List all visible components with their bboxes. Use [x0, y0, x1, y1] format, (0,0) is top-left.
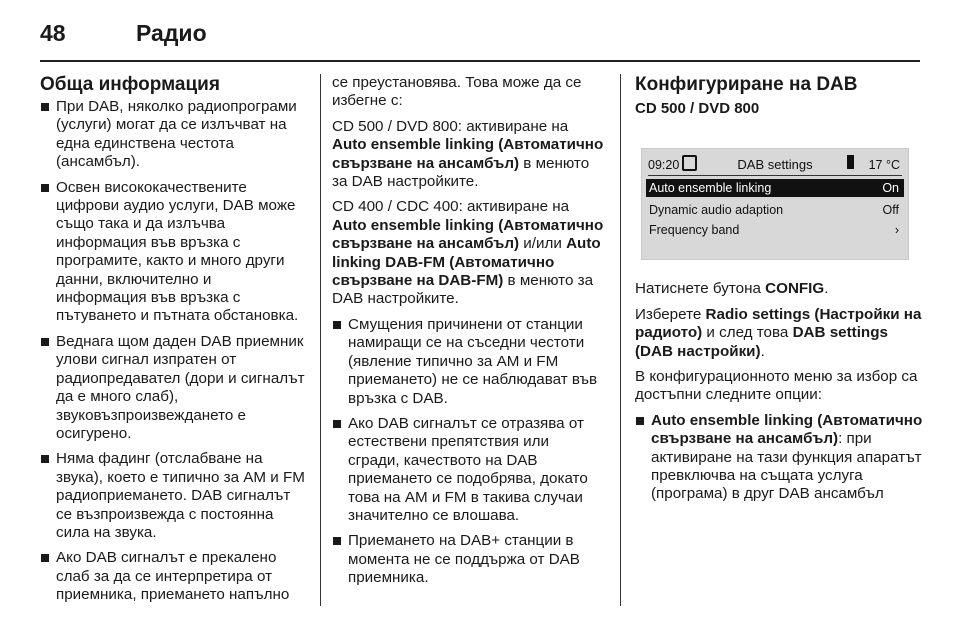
- column-2: [332, 74, 604, 595]
- screen-temperature: 17 °C: [868, 158, 900, 173]
- paragraph: CD 500 / DVD 800: активиране на Auto ensemble linking (Автоматично свързване на ансамбъл) в менюто за DAB настройките.: [332, 117, 604, 191]
- column-3: [635, 74, 925, 511]
- menu-option: DAB settings (DAB настройки): [635, 324, 888, 360]
- dab-config-heading: Конфигуриране на DAB: [635, 74, 858, 95]
- continued-text: се преустановява. Това може да се избегне с:: [332, 74, 582, 110]
- screen-time: 09:20: [648, 158, 680, 173]
- general-info-heading: Обща информация: [40, 74, 220, 95]
- config-options-list: [635, 412, 925, 504]
- section-title: Радио: [136, 20, 207, 46]
- paragraph: В конфигурационното меню за избор са достъпни следните опции:: [635, 368, 918, 404]
- button-name: CONFIG: [765, 280, 825, 298]
- menu-option: Auto ensemble linking (Автоматично свързване на ансамбъл): [332, 136, 604, 172]
- list-item: Приемането на DAB+ станции в момента не се поддържа от DAB приемника.: [332, 532, 604, 587]
- list-item: Auto ensemble linking (Автоматично свързване на ансамбъл): при активиране на тази функция апаратът превключва на същата услуга (програма) в друг DAB ансамбъл: [635, 412, 925, 504]
- list-item: Смущения причинени от станции намиращи се на съседни честоти (явление типично за AM и FM приемането) не се наблюдават във връзка с DAB.: [332, 316, 604, 408]
- list-item: Веднага щом даден DAB приемник улови сигнал изпратен от радиопредавател (дори и сигналът да е много слаб), звуковъзпроизвеждането е осигурено.: [40, 333, 306, 443]
- dab-info-list: [332, 316, 604, 588]
- menu-row-frequency-band[interactable]: Frequency band ›: [649, 223, 899, 238]
- general-info-list: [40, 98, 306, 605]
- dab-settings-screen: [641, 148, 909, 260]
- page-number: 48: [40, 20, 66, 46]
- list-item: Ако DAB сигналът е прекалено слаб за да се интерпретира от приемника, приемането напълно: [40, 549, 306, 604]
- column-divider: [620, 74, 621, 606]
- paragraph: Изберете Radio settings (Настройки на радиото) и след това DAB settings (DAB настройки).: [635, 305, 922, 360]
- screen-status-bar: [642, 155, 908, 173]
- menu-option: Radio settings (Настройки на радиото): [635, 305, 922, 342]
- battery-icon: [847, 155, 854, 169]
- list-item: Няма фадинг (отслабване на звука), което е типично за AM и FM радиоприемането. DAB сигналът се възпроизвежда с постоянна сила на звука.: [40, 450, 306, 542]
- paragraph: CD 400 / CDC 400: активиране на Auto ensemble linking (Автоматично свързване на ансамбъл) и/или Auto linking DAB-FM (Автоматично свързване на DAB-FM) в менюто за DAB настройките.: [332, 198, 604, 308]
- list-item: Ако DAB сигналът се отразява от естествени препятствия или сгради, качеството на DAB приемането се подобрява, докато това на AM и FM в такива случаи значително се влошава.: [332, 415, 604, 525]
- page-header: [40, 18, 920, 58]
- chevron-right-icon: ›: [894, 223, 899, 238]
- menu-option: Auto ensemble linking (Автоматично свързване на ансамбъл): [332, 216, 604, 253]
- list-item: При DAB, няколко радиопрограми (услуги) могат да се излъчват на една единствена честота (ансамбъл).: [40, 98, 306, 172]
- header-divider: [40, 60, 920, 62]
- menu-row-dynamic-audio[interactable]: Dynamic audio adaption Off: [649, 203, 899, 218]
- menu-row-auto-ensemble[interactable]: Auto ensemble linking On: [646, 179, 904, 197]
- model-subheading: CD 500 / DVD 800: [635, 100, 760, 117]
- menu-option: Auto linking DAB-FM (Автоматично свързване на DAB-FM): [332, 235, 601, 290]
- column-1: [40, 74, 306, 612]
- column-divider: [320, 74, 321, 606]
- list-item: Освен висококачествените цифрови аудио услуги, DAB може също така и да излъчва информация във връзка с програмите, както и много други данни, включително и информация във връзка с пътуването и пътната обстановка.: [40, 179, 306, 326]
- screen-divider: [648, 175, 902, 176]
- paragraph: Натиснете бутона CONFIG.: [635, 280, 829, 298]
- screen-title: DAB settings: [737, 157, 813, 173]
